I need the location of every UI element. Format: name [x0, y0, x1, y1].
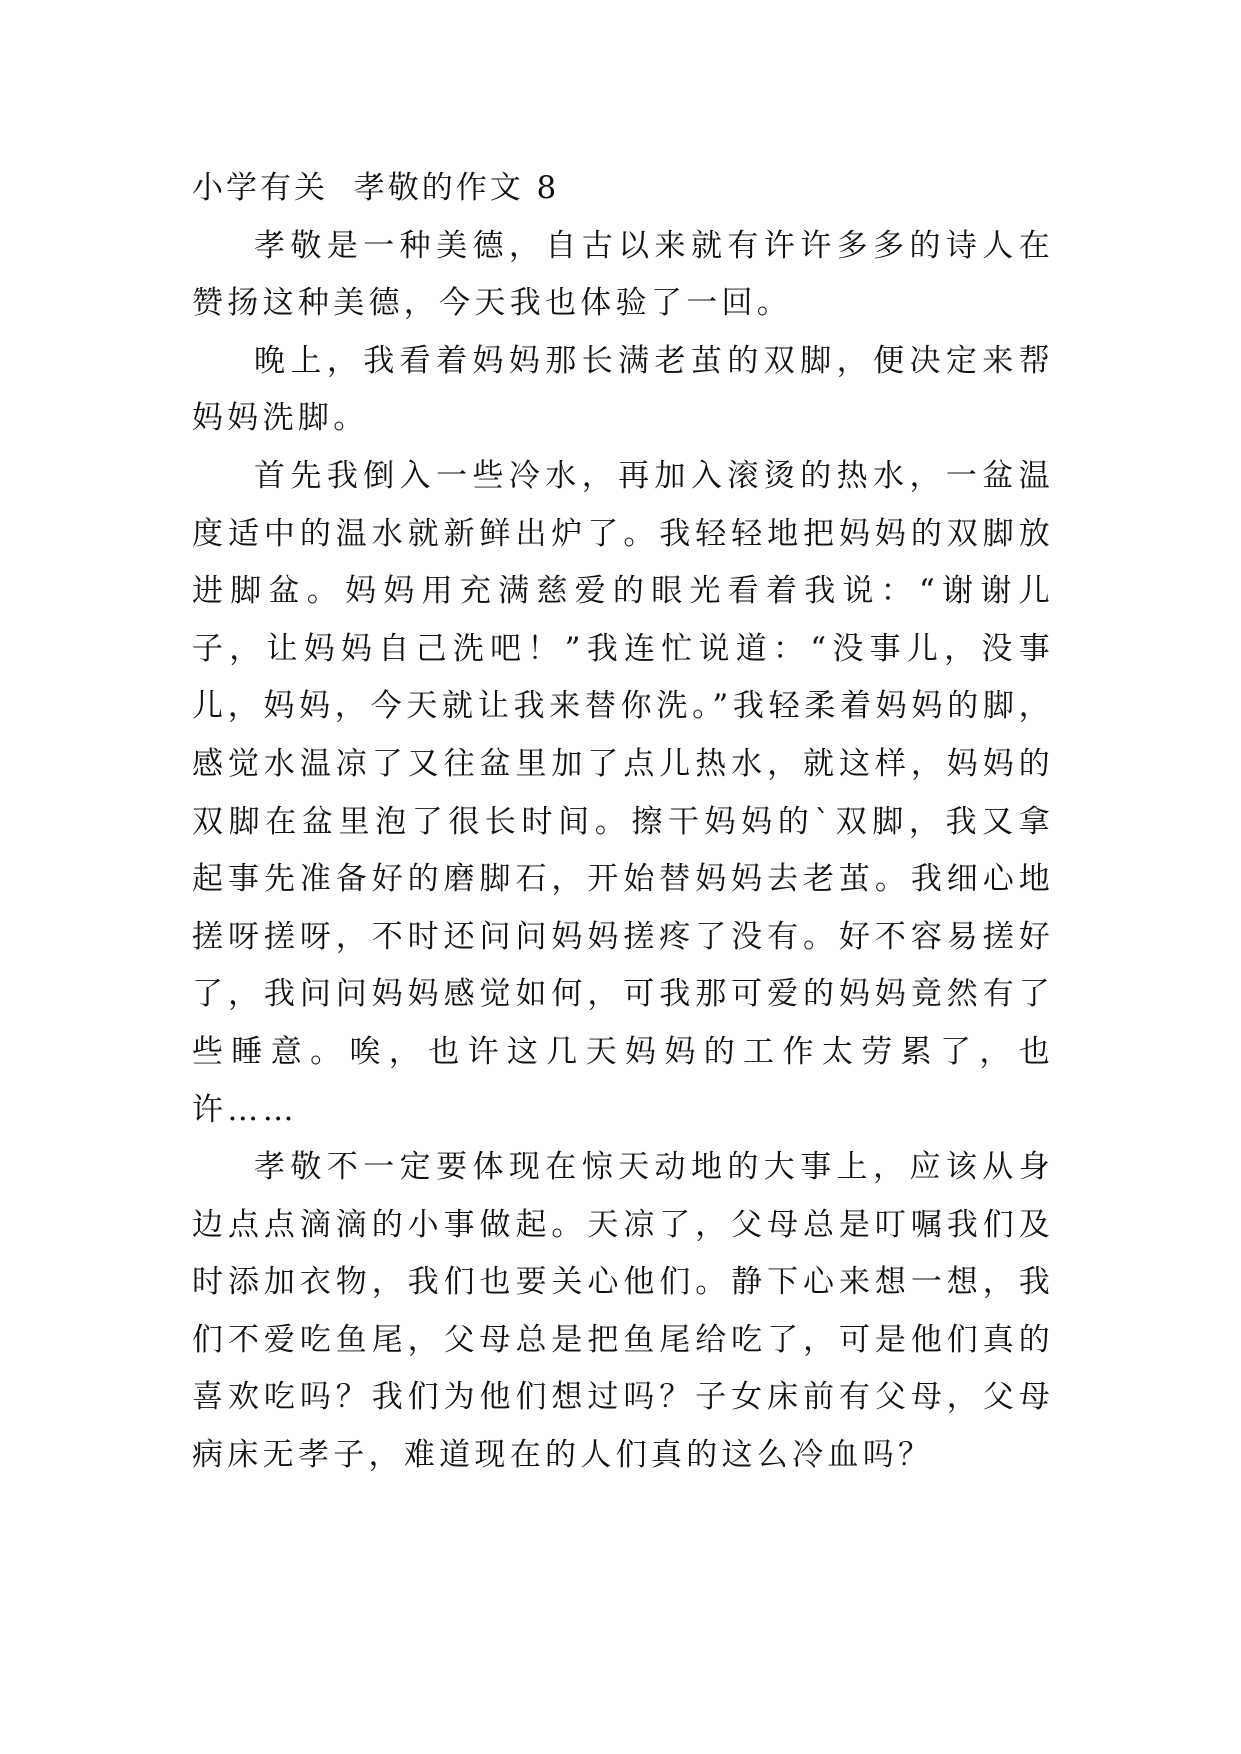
paragraph-4: 孝敬不一定要体现在惊天动地的大事上，应该从身边点点滴滴的小事做起。天凉了，父母总是叮嘱我们及时添加衣物，我们也要关心他们。静下心来想一想，我们不爱吃鱼尾，父母总是把鱼尾给吃了，可是他们真的喜欢吃吗？我们为他们想过吗？子女床前有父母，父母病床无孝子，难道现在的人们真的这么冷血吗？	[192, 1149, 1054, 1474]
document-title: 小学有关 孝敬的作文 8	[192, 170, 560, 206]
paragraph-1: 孝敬是一种美德，自古以来就有许许多多的诗人在赞扬这种美德，今天我也体验了一回。	[192, 227, 1054, 322]
paragraph-3: 首先我倒入一些冷水，再加入滚烫的热水，一盆温度适中的温水就新鲜出炉了。我轻轻地把妈妈的双脚放进脚盆。妈妈用充满慈爱的眼光看着我说：“谢谢儿子，让妈妈自己洗吧！”我连忙说道：“没事儿，没事儿，妈妈，今天就让我来替你洗。”我轻柔着妈妈的脚，感觉水温凉了又往盆里加了点儿热水，就这样，妈妈的双脚在盆里泡了很长时间。擦干妈妈的`双脚，我又拿起事先准备好的磨脚石，开始替妈妈去老茧。我细心地搓呀搓呀，不时还问问妈妈搓疼了没有。好不容易搓好了，我问问妈妈感觉如何，可我那可爱的妈妈竟然有了些睡意。唉，也许这几天妈妈的工作太劳累了，也许……	[192, 457, 1054, 1128]
document-body	[192, 160, 1054, 1485]
paragraph-2: 晚上，我看着妈妈那长满老茧的双脚，便决定来帮妈妈洗脚。	[192, 342, 1054, 437]
